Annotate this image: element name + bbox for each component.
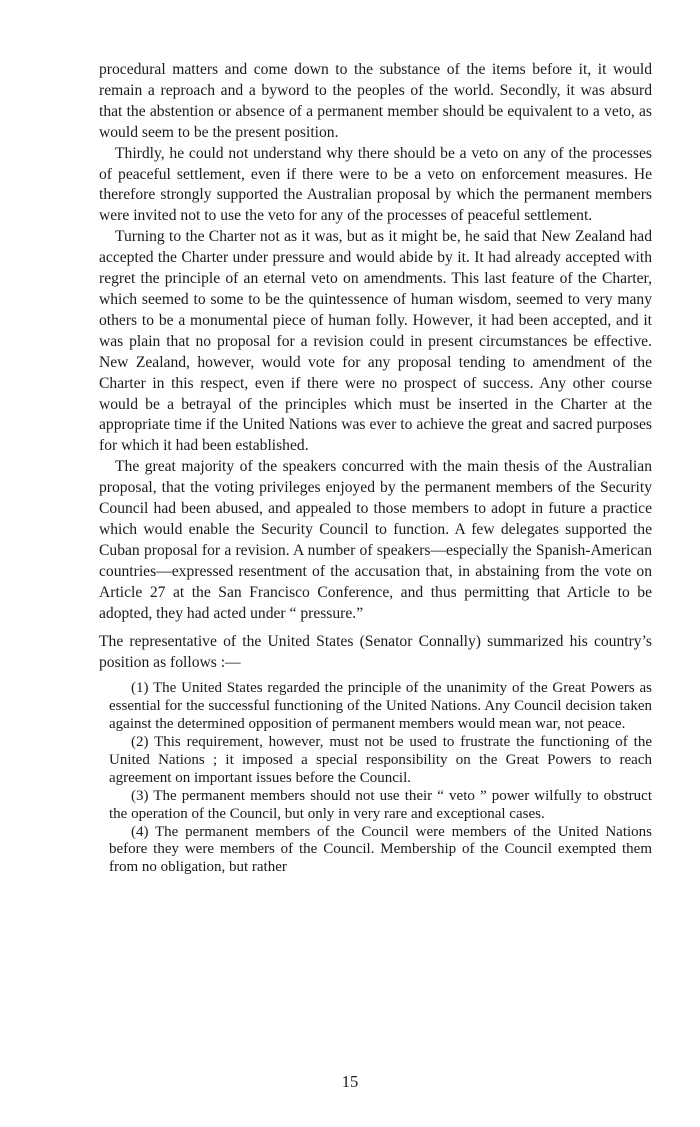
paragraph-thirdly: Thirdly, he could not understand why there should be a veto on any of the processes of peaceful settlement, even if there were to be a veto on enforcement measures. He therefore strongly supported the Australian proposal by which the permanent members were invited not to use the veto for any of the processes of peaceful settlement. [99, 144, 652, 225]
list-item: (1) The United States regarded the principle of the unanimity of the Great Powers as essential for the successful functioning of the United Nations. Any Council decision taken against the determined opposition of permanent members would mean war, not peace. [109, 680, 652, 733]
list-item: (3) The permanent members should not use their “ veto ” power wilfully to obstruct the operation of the Council, but only in very rare and exceptional cases. [109, 787, 652, 822]
paragraph-majority: The great majority of the speakers concurred with the main thesis of the Australian proposal, that the voting privileges enjoyed by the permanent members of the Security Council had been abused, and appealed to those members to adopt in future a practice which would enable the Security Council to function. A few delegates supported the Cuban proposal for a revision. A number of speakers—especially the Spanish-American countries—expressed resentment of the accusation that, in abstaining from the vote on Article 27 at the San Francisco Conference, and thus permitting that Article to be adopted, they had acted under “ pressure.” [99, 458, 652, 622]
paragraph-us-representative: The representative of the United States (Senator Connally) summarized his country’s position as follows :— [99, 633, 652, 672]
list-item: (4) The permanent members of the Council were members of the United Nations before they were members of the Council. Membership of the Council exempted them from no obligation, but rather [109, 823, 652, 876]
us-position-list [99, 680, 652, 877]
paragraph-continuation: procedural matters and come down to the substance of the items before it, it would remain a reproach and a byword to the peoples of the world. Secondly, it was absurd that the abstention or absence of a permanent member should be equivalent to a veto, as would seem to be the present position. [99, 61, 652, 141]
document-page [99, 60, 652, 877]
page-number: 15 [341, 1072, 359, 1091]
paragraph-charter: Turning to the Charter not as it was, but as it might be, he said that New Zealand had accepted the Charter under pressure and would abide by it. It had already accepted with regret the principle of an eternal veto on amendments. This last feature of the Charter, which seemed to some to be the quintessence of human wisdom, seemed to very many others to be a monumental piece of human folly. However, it had been accepted, and it was plain that no proposal for a revision could in present circumstances be effective. New Zealand, however, would vote for any proposal tending to amendment of the Charter in this respect, even if there were no prospect of success. Any other course would be a betrayal of the principles which must be inserted in the Charter at the appropriate time if the United Nations was ever to achieve the great and sacred purposes for which it had been established. [99, 228, 652, 455]
list-item: (2) This requirement, however, must not be used to frustrate the functioning of the United Nations ; it imposed a special responsibility on the Great Powers to reach agreement on important issues before the Council. [109, 734, 652, 786]
